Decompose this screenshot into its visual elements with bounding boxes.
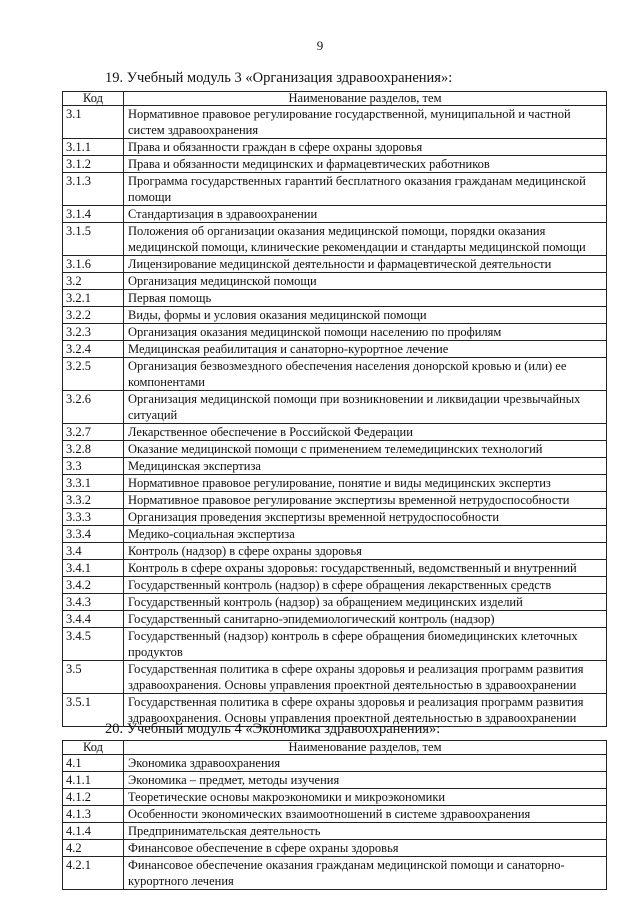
- row-code: 4.1: [63, 755, 124, 772]
- row-code: 3.1.1: [63, 139, 124, 156]
- table-row: [63, 628, 607, 661]
- row-code: 3.2.4: [63, 341, 124, 358]
- row-code: 3.2.7: [63, 424, 124, 441]
- table-row: [63, 173, 607, 206]
- table-row: [63, 156, 607, 173]
- row-code: 3.2.6: [63, 391, 124, 424]
- row-code: 3.5: [63, 661, 124, 694]
- row-name: Организация медицинской помощи: [124, 273, 607, 290]
- module4-heading: 20. Учебный модуль 4 «Экономика здравоохранения»:: [105, 721, 441, 737]
- table-row: [63, 341, 607, 358]
- table-row: [63, 424, 607, 441]
- row-code: 3.2.3: [63, 324, 124, 341]
- row-code: 3.1.5: [63, 223, 124, 256]
- row-name: Медико-социальная экспертиза: [124, 526, 607, 543]
- table-header-row: [63, 92, 607, 106]
- table-row: [63, 290, 607, 307]
- row-code: 3.4.1: [63, 560, 124, 577]
- module4-table: [62, 740, 607, 890]
- row-code: 3.3: [63, 458, 124, 475]
- row-name: Медицинская экспертиза: [124, 458, 607, 475]
- table-row: [63, 789, 607, 806]
- table-row: [63, 475, 607, 492]
- row-name: Организация медицинской помощи при возникновении и ликвидации чрезвычайных ситуаций: [124, 391, 607, 424]
- row-code: 4.2: [63, 840, 124, 857]
- table-row: [63, 509, 607, 526]
- row-code: 3.3.1: [63, 475, 124, 492]
- row-name: Предпринимательская деятельность: [124, 823, 607, 840]
- row-name: Организация безвозмездного обеспечения населения донорской кровью и (или) ее компонентами: [124, 358, 607, 391]
- table-row: [63, 307, 607, 324]
- row-name: Государственный контроль (надзор) за обращением медицинских изделий: [124, 594, 607, 611]
- row-name: Лицензирование медицинской деятельности и фармацевтической деятельности: [124, 256, 607, 273]
- row-name: Организация оказания медицинской помощи населению по профилям: [124, 324, 607, 341]
- table-row: [63, 594, 607, 611]
- table-row: [63, 823, 607, 840]
- table-row: [63, 324, 607, 341]
- table-row: [63, 611, 607, 628]
- table-row: [63, 857, 607, 890]
- row-name: Контроль (надзор) в сфере охраны здоровья: [124, 543, 607, 560]
- row-code: 3.1.6: [63, 256, 124, 273]
- row-name: Государственный контроль (надзор) в сфере обращения лекарственных средств: [124, 577, 607, 594]
- table-row: [63, 223, 607, 256]
- table-row: [63, 840, 607, 857]
- row-name: Финансовое обеспечение в сфере охраны здоровья: [124, 840, 607, 857]
- row-code: 3.2.8: [63, 441, 124, 458]
- table-row: [63, 661, 607, 694]
- table-row: [63, 526, 607, 543]
- row-code: 4.1.1: [63, 772, 124, 789]
- table-row: [63, 358, 607, 391]
- row-name: Экономика здравоохранения: [124, 755, 607, 772]
- row-name: Экономика – предмет, методы изучения: [124, 772, 607, 789]
- table-row: [63, 391, 607, 424]
- row-name: Нормативное правовое регулирование государственной, муниципальной и частной систем здравоохранения: [124, 106, 607, 139]
- row-code: 3.2.1: [63, 290, 124, 307]
- row-code: 3.5.1: [63, 694, 124, 727]
- table-row: [63, 139, 607, 156]
- table-row: [63, 492, 607, 509]
- row-name: Права и обязанности граждан в сфере охраны здоровья: [124, 139, 607, 156]
- row-name: Нормативное правовое регулирование, понятие и виды медицинских экспертиз: [124, 475, 607, 492]
- table-row: [63, 441, 607, 458]
- row-name: Государственная политика в сфере охраны здоровья и реализация программ развития здравоохранения. Основы управления проектной деятельностью в здравоохранении: [124, 694, 607, 727]
- row-code: 3.3.4: [63, 526, 124, 543]
- row-name: Государственный (надзор) контроль в сфере обращения биомедицинских клеточных продуктов: [124, 628, 607, 661]
- page-number: 9: [316, 38, 324, 53]
- row-code: 3.2.5: [63, 358, 124, 391]
- row-code: 4.1.3: [63, 806, 124, 823]
- row-name: Организация проведения экспертизы временной нетрудоспособности: [124, 509, 607, 526]
- column-header-code: Код: [63, 92, 124, 106]
- row-name: Теоретические основы макроэкономики и микроэкономики: [124, 789, 607, 806]
- row-code: 4.1.2: [63, 789, 124, 806]
- row-name: Медицинская реабилитация и санаторно-курортное лечение: [124, 341, 607, 358]
- table-row: [63, 273, 607, 290]
- table-row: [63, 772, 607, 789]
- table-row: [63, 560, 607, 577]
- row-name: Государственный санитарно-эпидемиологический контроль (надзор): [124, 611, 607, 628]
- row-code: 3.4.2: [63, 577, 124, 594]
- column-header-code: Код: [63, 741, 124, 755]
- row-code: 3.4: [63, 543, 124, 560]
- row-code: 3.3.3: [63, 509, 124, 526]
- row-code: 3.1.3: [63, 173, 124, 206]
- table-row: [63, 577, 607, 594]
- row-name: Оказание медицинской помощи с применением телемедицинских технологий: [124, 441, 607, 458]
- row-code: 3.2.2: [63, 307, 124, 324]
- row-code: 3.1.2: [63, 156, 124, 173]
- row-code: 4.1.4: [63, 823, 124, 840]
- row-name: Положения об организации оказания медицинской помощи, порядки оказания медицинской помощи, клинические рекомендации и стандарты медицинской помощи: [124, 223, 607, 256]
- row-name: Контроль в сфере охраны здоровья: государственный, ведомственный и внутренний: [124, 560, 607, 577]
- row-code: 3.3.2: [63, 492, 124, 509]
- table-row: [63, 543, 607, 560]
- row-name: Особенности экономических взаимоотношений в системе здравоохранения: [124, 806, 607, 823]
- table-row: [63, 106, 607, 139]
- table-header-row: [63, 741, 607, 755]
- row-name: Нормативное правовое регулирование экспертизы временной нетрудоспособности: [124, 492, 607, 509]
- row-code: 3.4.3: [63, 594, 124, 611]
- column-header-name: Наименование разделов, тем: [124, 741, 607, 755]
- row-code: 4.2.1: [63, 857, 124, 890]
- row-code: 3.2: [63, 273, 124, 290]
- table-row: [63, 206, 607, 223]
- table-row: [63, 806, 607, 823]
- row-code: 3.1: [63, 106, 124, 139]
- row-name: Права и обязанности медицинских и фармацевтических работников: [124, 156, 607, 173]
- module3-heading: 19. Учебный модуль 3 «Организация здравоохранения»:: [105, 70, 453, 86]
- module3-table: [62, 91, 607, 727]
- table-row: [63, 458, 607, 475]
- row-name: Программа государственных гарантий бесплатного оказания гражданам медицинской помощи: [124, 173, 607, 206]
- row-name: Первая помощь: [124, 290, 607, 307]
- row-name: Виды, формы и условия оказания медицинской помощи: [124, 307, 607, 324]
- row-name: Государственная политика в сфере охраны здоровья и реализация программ развития здравоохранения. Основы управления проектной деятельностью в здравоохранении: [124, 661, 607, 694]
- row-name: Стандартизация в здравоохранении: [124, 206, 607, 223]
- row-name: Лекарственное обеспечение в Российской Федерации: [124, 424, 607, 441]
- row-code: 3.1.4: [63, 206, 124, 223]
- column-header-name: Наименование разделов, тем: [124, 92, 607, 106]
- row-name: Финансовое обеспечение оказания гражданам медицинской помощи и санаторно-курортного лечения: [124, 857, 607, 890]
- row-code: 3.4.5: [63, 628, 124, 661]
- table-row: [63, 755, 607, 772]
- table-row: [63, 256, 607, 273]
- row-code: 3.4.4: [63, 611, 124, 628]
